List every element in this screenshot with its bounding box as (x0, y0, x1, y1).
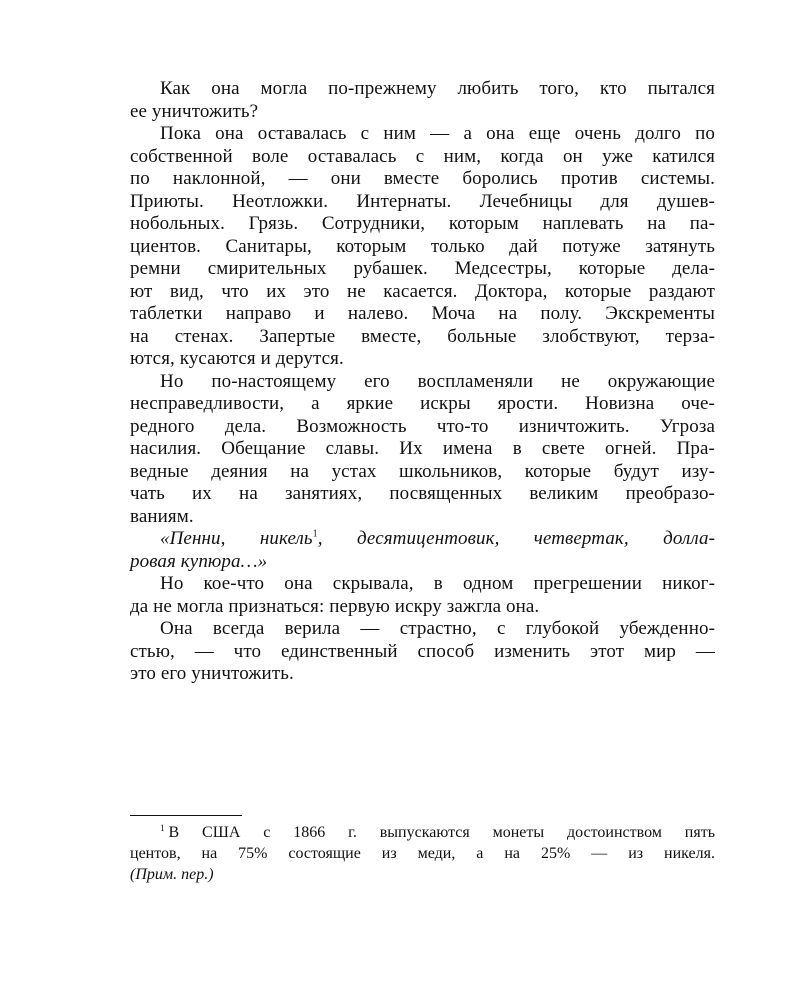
text-line: ются, кусаются и дерутся. (130, 348, 344, 369)
text-line: Пока она оставалась с ним — а она еще очень долго по (160, 123, 715, 144)
footnote-line (130, 822, 715, 843)
main-text (130, 78, 715, 686)
text-line: чать их на занятиях, посвященных великим преобразо- (130, 483, 715, 504)
text-line: Как она могла по-прежнему любить того, кто пытался (160, 78, 715, 99)
footnote-divider (130, 815, 242, 816)
text-line: Но кое-что она скрывала, в одном прегрешении никог- (160, 573, 715, 594)
italic-quote-line (130, 528, 715, 551)
text-line: Но по-настоящему его воспламеняли не окружающие (160, 370, 715, 392)
footnote-reference: 1 (312, 528, 318, 540)
footnote (130, 822, 715, 885)
text-line: несправедливости, а яркие искры ярости. Новизна оче- (130, 393, 715, 414)
footnote-number: 1 (160, 822, 165, 833)
text-line: ведные деяния на устах школьников, которые будут изу- (130, 460, 715, 482)
text-line: нобольных. Грязь. Сотрудники, которым наплевать на па- (130, 213, 715, 234)
text-line: ют вид, что их это не касается. Доктора, которые раздают (130, 280, 715, 302)
quote-part-1: «Пенни, никель (160, 528, 313, 549)
quote-part-2: , десятицентовик, четвертак, долла- (317, 528, 715, 549)
text-line: циентов. Санитары, которым только дай потуже затянуть (130, 235, 715, 257)
text-line: это его уничтожить. (130, 663, 294, 684)
text-line: ремни смирительных рубашек. Медсестры, которые дела- (130, 258, 715, 279)
text-line: собственной воле оставалась с ним, когда он уже катился (130, 145, 715, 167)
footnote-note: (Прим. пер.) (130, 866, 214, 883)
text-line: по наклонной, — они вместе боролись против системы. (130, 168, 715, 189)
text-line: Она всегда верила — страстно, с глубокой убежденно- (160, 618, 715, 639)
text-line: ее уничтожить? (130, 100, 259, 122)
text-line: таблетки направо и налево. Моча на полу. Экскременты (130, 303, 715, 324)
footnote-text: В США с 1866 г. выпускаются монеты достоинством пять (168, 824, 715, 841)
text-line: стью, — что единственный способ изменить этот мир — (130, 640, 715, 662)
text-line: насилия. Обещание славы. Их имена в свете огней. Пра- (130, 438, 715, 459)
text-line: Приюты. Неотложки. Интернаты. Лечебницы для душев- (130, 190, 715, 212)
text-line: да не могла признаться: первую искру зажгла она. (130, 595, 540, 617)
footnote-line: центов, на 75% состоящие из меди, а на 25% — из никеля. (130, 845, 715, 862)
text-line: ваниям. (130, 505, 194, 527)
text-line: на стенах. Запертые вместе, больные злобствуют, терза- (130, 325, 715, 347)
italic-quote-line: ровая купюра…» (130, 550, 268, 572)
text-line: редного дела. Возможность что-то изничтожить. Угроза (130, 415, 715, 437)
